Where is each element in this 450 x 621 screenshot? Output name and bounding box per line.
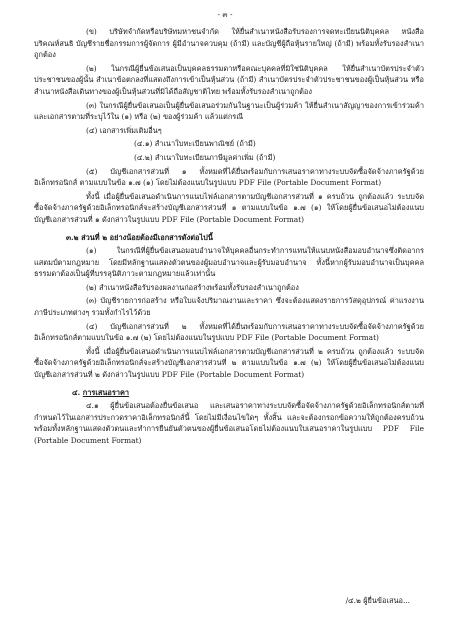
paragraph-5: (๕) บัญชีเอกสารส่วนที่ ๑ ทั้งหมดที่ได้ยื่นพร้อมกับการเสนอราคาทางระบบจัดซื้อจัดจ้างภาครัฐด้วยอิเล็กทรอนิกส์ ตามแบบในข้อ ๑.๗ (๑) โดยไม่ต้องแนบในรูปแบบ PDF File (Portable Document Format): [34, 166, 424, 188]
paragraph-4-2: (๔.๒) สำเนาใบทะเบียนภาษีมูลค่าเพิ่ม (ถ้ามี): [134, 152, 276, 162]
part2-item-4: (๔) บัญชีเอกสารส่วนที่ ๒ ทั้งหมดที่ได้ยื่นพร้อมกับการเสนอราคาทางระบบจัดซื้อจัดจ้างภาครัฐด้วยอิเล็กทรอนิกส์ตามแบบในข้อ ๑.๗ (๒) โดยไม่ต้องแนบในรูปแบบ PDF File (Portable Document Format): [34, 321, 424, 343]
paragraph-3: (๓) ในกรณีผู้ยื่นข้อเสนอเป็นผู้ยื่นข้อเสนอร่วมกันในฐานะเป็นผู้ร่วมค้า ให้ยื่นสำเนาสัญญาของการเข้าร่วมค้า และเอกสารตามที่ระบุไว้ใน (๑) หรือ (๒) ของผู้ร่วมค้า แล้วแต่กรณี: [34, 100, 424, 122]
document-body: [34, 26, 424, 449]
paragraph-4: (๔) เอกสารเพิ่มเติมอื่นๆ: [86, 125, 162, 135]
paragraph-4-1: (๔.๑) สำเนาใบทะเบียนพาณิชย์ (ถ้ามี): [134, 139, 256, 149]
paragraph-part1-note: ทั้งนี้ เมื่อผู้ยื่นข้อเสนอดำเนินการแนบไฟล์เอกสารตามบัญชีเอกสารส่วนที่ ๑ ครบถ้วน ถูกต้องแล้ว ระบบจัดซื้อจัดจ้างภาครัฐด้วยอิเล็กทรอนิกส์จะสร้างบัญชีเอกสารส่วนที่ ๑ ตามแบบในข้อ ๑.๗ (๑) ให้โดยผู้ยื่นข้อเสนอไม่ต้องแนบบัญชีเอกสารส่วนที่ ๑ ดังกล่าวในรูปแบบ PDF File (Portable Document Format): [34, 191, 424, 224]
paragraph-2: (๒) ในกรณีผู้ยื่นข้อเสนอเป็นบุคคลธรรมดาหรือคณะบุคคลที่มิใช่นิติบุคคล ให้ยื่นสำเนาบัตรประจำตัวประชาชนของผู้นั้น สำเนาข้อตกลงที่แสดงถึงการเข้าเป็นหุ้นส่วน (ถ้ามี) สำเนาบัตรประจำตัวประชาชนของผู้เป็นหุ้นส่วน หรือสำเนาหนังสือเดินทางของผู้เป็นหุ้นส่วนที่มิได้ถือสัญชาติไทย พร้อมทั้งรับรองสำเนาถูกต้อง: [34, 63, 424, 96]
paragraph-1b: (ข) บริษัทจำกัดหรือบริษัทมหาชนจำกัด ให้ยื่นสำเนาหนังสือรับรองการจดทะเบียนนิติบุคคล หนังสือบริคณห์สนธิ บัญชีรายชื่อกรรมการผู้จัดการ ผู้มีอำนาจควบคุม (ถ้ามี) และบัญชีผู้ถือหุ้นรายใหญ่ (ถ้ามี) พร้อมทั้งรับรองสำเนาถูกต้อง: [34, 27, 424, 60]
part2-item-3: (๓) บัญชีรายการก่อสร้าง หรือใบแจ้งปริมาณงานและราคา ซึ่งจะต้องแสดงรายการวัสดุอุปกรณ์ ค่าแรงงาน ภาษีประเภทต่างๆ รวมทั้งกำไรไว้ด้วย: [34, 296, 424, 318]
section-4-heading: [34, 387, 424, 399]
part2-item-1: (๑) ในกรณีที่ผู้ยื่นข้อเสนอมอบอำนาจให้บุคคลอื่นกระทำการแทนให้แนบหนังสือมอบอำนาจซึ่งติดอากรแสตมป์ตามกฎหมาย โดยมีหลักฐานแสดงตัวตนของผู้มอบอำนาจและผู้รับมอบอำนาจ ทั้งนี้หากผู้รับมอบอำนาจเป็นบุคคลธรรมดาต้องเป็นผู้ที่บรรลุนิติภาวะตามกฎหมายแล้วเท่านั้น: [34, 246, 424, 279]
section-3-2-heading: ๓.๒ ส่วนที่ ๒ อย่างน้อยต้องมีเอกสารดังต่อไปนี้: [66, 232, 213, 242]
paragraph-part2-note: ทั้งนี้ เมื่อผู้ยื่นข้อเสนอดำเนินการแนบไฟล์เอกสารตามบัญชีเอกสารส่วนที่ ๒ ครบถ้วน ถูกต้องแล้ว ระบบจัดซื้อจัดจ้างภาครัฐด้วยอิเล็กทรอนิกส์จะสร้างบัญชีเอกสารส่วนที่ ๒ ตามแบบในข้อ ๑.๗ (๒) ให้โดยผู้ยื่นข้อเสนอไม่ต้องแนบบัญชีเอกสารส่วนที่ ๒ ดังกล่าวในรูปแบบ PDF File (Portable Document Format): [34, 346, 424, 380]
page-number: - ๓ -: [217, 10, 233, 19]
part2-item-2: (๒) สำเนาหนังสือรับรองผลงานก่อสร้างพร้อมทั้งรับรองสำเนาถูกต้อง: [86, 282, 299, 292]
section-4-number: ๔.: [72, 387, 81, 397]
footer-continuation: /๔.๒ ผู้ยื่นข้อเสนอ...: [345, 596, 410, 605]
section-4-title: การเสนอราคา: [82, 387, 130, 397]
paragraph-4-1-bidding: ๔.๑ ผู้ยื่นข้อเสนอต้องยื่นข้อเสนอ และเสนอราคาทางระบบจัดซื้อจัดจ้างภาครัฐด้วยอิเล็กทรอนิกส์ตามที่กำหนดไว้ในเอกสารประกวดราคาอิเล็กทรอนิกส์นี้ โดยไม่มีเงื่อนไขใดๆ ทั้งสิ้น และจะต้องกรอกข้อความให้ถูกต้องครบถ้วน พร้อมทั้งหลักฐานแสดงตัวตนและทำการยืนยันตัวตนของผู้ยื่นข้อเสนอโดยไม่ต้องแนบใบเสนอราคาในรูปแบบ PDF File (Portable Document Format): [34, 401, 424, 445]
